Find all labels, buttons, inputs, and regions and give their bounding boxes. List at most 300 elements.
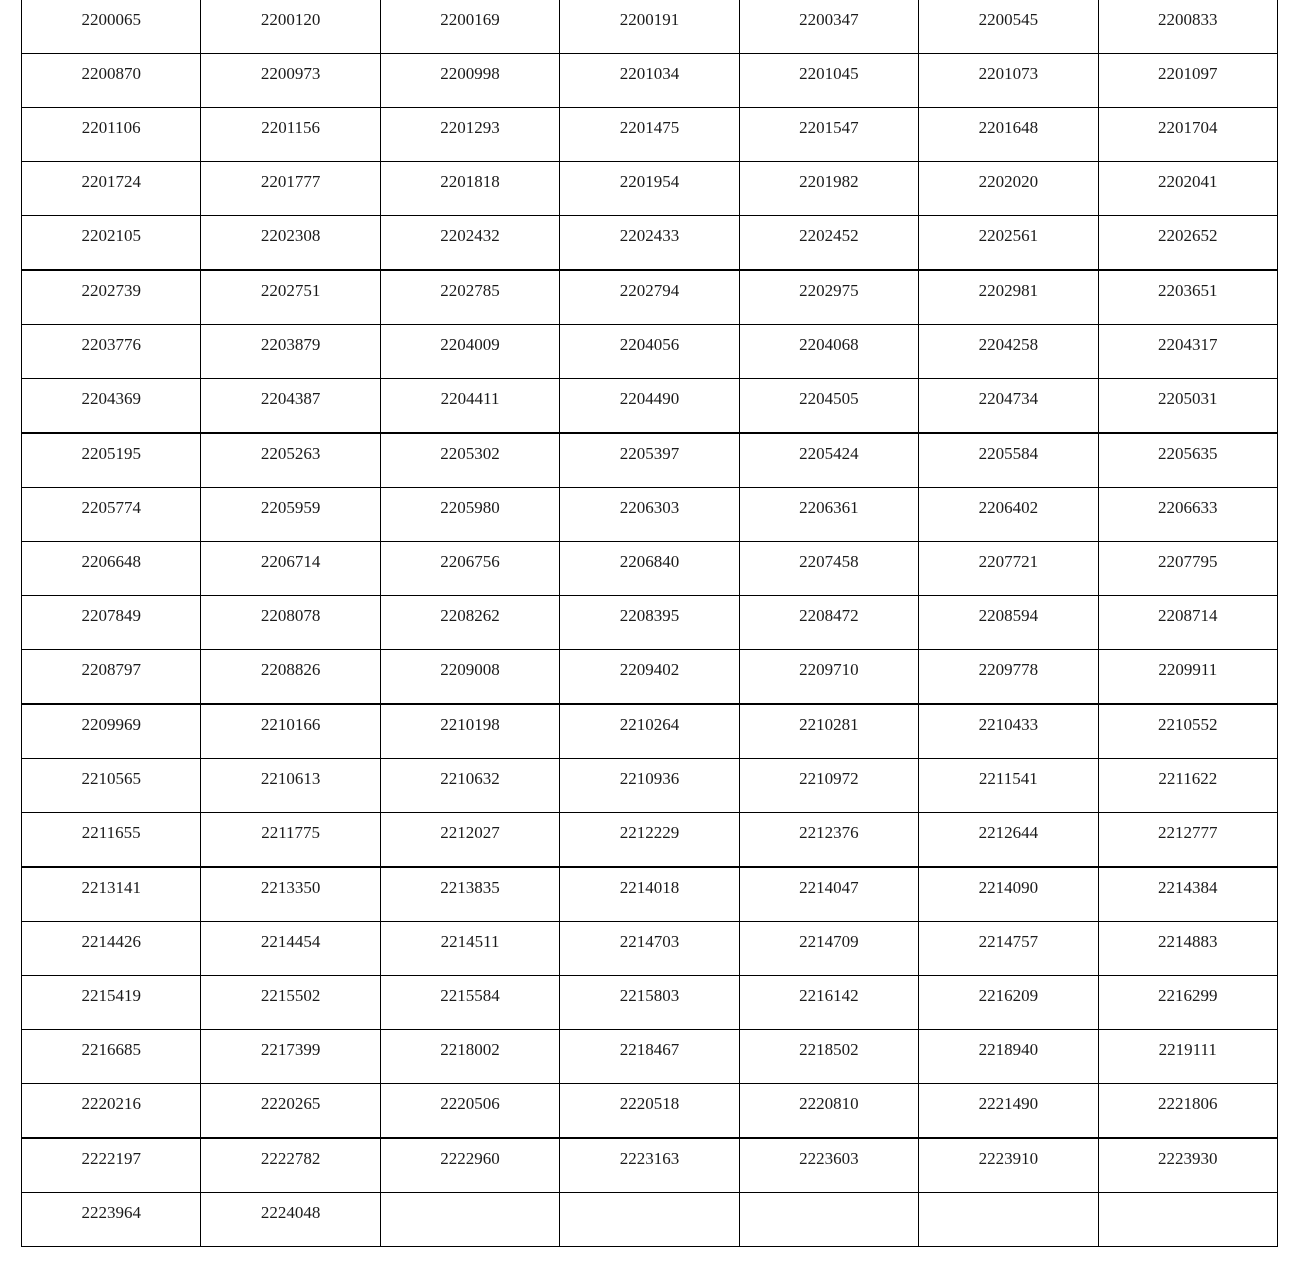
table-cell [22, 270, 201, 325]
cell-number: 2220265 [260, 1094, 321, 1113]
cell-number: 2203879 [260, 335, 321, 354]
table-row [22, 650, 1278, 705]
cell-number: 2210936 [619, 769, 680, 788]
cell-number: 2201106 [81, 118, 141, 137]
table-cell [1098, 976, 1277, 1030]
table-row [22, 488, 1278, 542]
table-row [22, 0, 1278, 54]
cell-number: 2208472 [799, 606, 859, 625]
cell-number: 2212027 [440, 823, 500, 842]
table-cell [739, 704, 918, 759]
table-cell [1098, 0, 1277, 54]
cell-number: 2220506 [440, 1094, 500, 1113]
cell-number: 2215419 [81, 986, 141, 1005]
table-cell [560, 596, 739, 650]
table-cell [919, 1084, 1098, 1139]
table-cell [201, 867, 380, 922]
table-cell [1098, 650, 1277, 705]
table-cell [739, 867, 918, 922]
cell-number: 2214703 [619, 932, 680, 951]
table-cell [560, 325, 739, 379]
table-cell [919, 976, 1098, 1030]
table-cell [560, 1030, 739, 1084]
table-cell [1098, 704, 1277, 759]
table-cell [201, 813, 380, 868]
table-cell [1098, 433, 1277, 488]
cell-number: 2204317 [1158, 335, 1218, 354]
table-cell [380, 379, 559, 434]
table-row [22, 813, 1278, 868]
cell-number: 2201097 [1158, 64, 1218, 83]
table-cell [380, 650, 559, 705]
table-cell [739, 270, 918, 325]
cell-number: 2210433 [978, 715, 1039, 734]
table-row [22, 108, 1278, 162]
table-cell [1098, 922, 1277, 976]
table-cell [380, 759, 559, 813]
cell-number: 2208714 [1158, 606, 1218, 625]
table-cell [560, 542, 739, 596]
table-cell [380, 1084, 559, 1139]
table-cell [380, 1030, 559, 1084]
table-cell [739, 325, 918, 379]
table-row [22, 542, 1278, 596]
table-cell [919, 488, 1098, 542]
table-cell [1098, 54, 1277, 108]
table-row [22, 759, 1278, 813]
table-cell [560, 704, 739, 759]
table-row [22, 704, 1278, 759]
table-cell [739, 108, 918, 162]
table-cell [560, 433, 739, 488]
table-cell [739, 813, 918, 868]
table-cell [201, 54, 380, 108]
cell-number: 2200545 [978, 10, 1039, 29]
table-cell [201, 162, 380, 216]
table-cell [201, 922, 380, 976]
cell-number: 2213835 [440, 878, 500, 897]
table-cell [919, 270, 1098, 325]
cell-number: 2202785 [440, 281, 500, 300]
table-cell [380, 54, 559, 108]
cell-number: 2210198 [440, 715, 500, 734]
table-cell [919, 1193, 1098, 1247]
cell-number: 2204505 [799, 389, 859, 408]
cell-number: 2222782 [260, 1149, 321, 1168]
cell-number: 2223163 [619, 1149, 680, 1168]
table-cell [22, 596, 201, 650]
table-cell [739, 433, 918, 488]
cell-number: 2201648 [978, 118, 1039, 137]
cell-number: 2201704 [1158, 118, 1218, 137]
table-cell [1098, 1030, 1277, 1084]
cell-number: 2209911 [1158, 660, 1218, 679]
cell-number: 2216209 [978, 986, 1039, 1005]
table-cell [560, 650, 739, 705]
cell-number: 2214454 [260, 932, 321, 951]
cell-number: 2200870 [81, 64, 141, 83]
cell-number: 2215803 [619, 986, 680, 1005]
table-cell [380, 976, 559, 1030]
table-cell [919, 922, 1098, 976]
table-cell [560, 0, 739, 54]
table-cell [22, 922, 201, 976]
cell-number: 2201045 [799, 64, 859, 83]
cell-number: 2204411 [440, 389, 500, 408]
table-cell [1098, 867, 1277, 922]
cell-number: 2202975 [799, 281, 859, 300]
table-cell [739, 596, 918, 650]
cell-number: 2202105 [81, 226, 141, 245]
cell-number: 2222960 [440, 1149, 500, 1168]
cell-number: 2220518 [619, 1094, 680, 1113]
table-cell [380, 162, 559, 216]
table-row [22, 1138, 1278, 1193]
cell-number: 2200833 [1158, 10, 1218, 29]
table-row [22, 379, 1278, 434]
cell-number: 2204490 [619, 389, 680, 408]
table-cell [739, 922, 918, 976]
table-cell [1098, 759, 1277, 813]
table-cell [201, 0, 380, 54]
cell-number: 2210565 [81, 769, 141, 788]
table-cell [22, 325, 201, 379]
table-cell [201, 488, 380, 542]
cell-number: 2204009 [440, 335, 500, 354]
table-cell [919, 433, 1098, 488]
table-cell [1098, 596, 1277, 650]
table-cell [560, 1138, 739, 1193]
cell-number: 2202561 [978, 226, 1039, 245]
table-cell [22, 759, 201, 813]
table-cell [919, 379, 1098, 434]
table-cell [919, 650, 1098, 705]
table-cell [380, 813, 559, 868]
cell-number: 2205302 [440, 444, 500, 463]
cell-number: 2201293 [440, 118, 500, 137]
table-cell [22, 1193, 201, 1247]
cell-number: 2218467 [619, 1040, 680, 1059]
table-cell [919, 54, 1098, 108]
cell-number: 2201954 [619, 172, 680, 191]
cell-number: 2214709 [799, 932, 859, 951]
table-cell [739, 759, 918, 813]
cell-number: 2203651 [1158, 281, 1218, 300]
cell-number: 2214090 [978, 878, 1039, 897]
table-cell [201, 216, 380, 271]
cell-number: 2219111 [1158, 1040, 1217, 1059]
cell-number: 2204387 [260, 389, 321, 408]
table-cell [201, 1138, 380, 1193]
table-cell [1098, 813, 1277, 868]
table-cell [739, 542, 918, 596]
table-cell [380, 108, 559, 162]
table-cell [22, 488, 201, 542]
table-cell [1098, 542, 1277, 596]
table-cell [919, 542, 1098, 596]
table-cell [739, 1138, 918, 1193]
cell-number: 2207795 [1158, 552, 1218, 571]
table-cell [739, 976, 918, 1030]
cell-number: 2205635 [1158, 444, 1218, 463]
cell-number: 2205031 [1158, 389, 1218, 408]
table-cell [201, 433, 380, 488]
cell-number: 2200347 [799, 10, 859, 29]
cell-number: 2211622 [1158, 769, 1218, 788]
table-row [22, 596, 1278, 650]
table-cell [739, 216, 918, 271]
table-cell [739, 162, 918, 216]
cell-number: 2208797 [81, 660, 141, 679]
cell-number: 2205424 [799, 444, 859, 463]
cell-number: 2200191 [619, 10, 680, 29]
table-cell [380, 216, 559, 271]
cell-number: 2201818 [440, 172, 500, 191]
cell-number: 2205397 [619, 444, 680, 463]
cell-number: 2202794 [619, 281, 680, 300]
cell-number: 2201475 [619, 118, 680, 137]
cell-number: 2206840 [619, 552, 680, 571]
table-cell [380, 922, 559, 976]
cell-number: 2204068 [799, 335, 859, 354]
table-cell [22, 433, 201, 488]
table-cell [22, 542, 201, 596]
table-cell [1098, 108, 1277, 162]
cell-number: 2209008 [440, 660, 500, 679]
table-cell [560, 488, 739, 542]
cell-number: 2201034 [619, 64, 680, 83]
table-cell [22, 704, 201, 759]
table-cell [22, 216, 201, 271]
table-cell [201, 759, 380, 813]
table-cell [1098, 162, 1277, 216]
cell-number: 2208826 [260, 660, 321, 679]
cell-number: 2202432 [440, 226, 500, 245]
table-cell [560, 1084, 739, 1139]
table-cell [380, 270, 559, 325]
table-cell [22, 813, 201, 868]
cell-number: 2207721 [978, 552, 1039, 571]
table-cell [1098, 325, 1277, 379]
cell-number: 2206714 [260, 552, 321, 571]
cell-number: 2204056 [619, 335, 680, 354]
table-row [22, 325, 1278, 379]
table-cell [560, 976, 739, 1030]
cell-number: 2208078 [260, 606, 321, 625]
table-cell [380, 1138, 559, 1193]
table-cell [201, 1084, 380, 1139]
table-cell [22, 650, 201, 705]
cell-number: 2201547 [799, 118, 859, 137]
cell-number: 2212644 [978, 823, 1039, 842]
cell-number: 2213350 [260, 878, 321, 897]
table-cell [919, 867, 1098, 922]
table-cell [22, 1030, 201, 1084]
cell-number: 2224048 [260, 1203, 321, 1222]
cell-number: 2200065 [81, 10, 141, 29]
cell-number: 2216685 [81, 1040, 141, 1059]
cell-number: 2223964 [81, 1203, 141, 1222]
table-cell [739, 1030, 918, 1084]
cell-number: 2218002 [440, 1040, 500, 1059]
table-body [22, 0, 1278, 1247]
table-cell [560, 922, 739, 976]
cell-number: 2214426 [81, 932, 141, 951]
cell-number: 2201982 [799, 172, 859, 191]
table-cell [380, 325, 559, 379]
cell-number: 2206633 [1158, 498, 1218, 517]
cell-number: 2210613 [260, 769, 321, 788]
cell-number: 2204258 [978, 335, 1039, 354]
cell-number: 2203776 [81, 335, 141, 354]
cell-number: 2206756 [440, 552, 500, 571]
cell-number: 2207849 [81, 606, 141, 625]
cell-number: 2202308 [260, 226, 321, 245]
table-cell [560, 216, 739, 271]
table-cell [919, 0, 1098, 54]
cell-number: 2200998 [440, 64, 500, 83]
cell-number: 2221806 [1158, 1094, 1218, 1113]
cell-number: 2223603 [799, 1149, 859, 1168]
table-cell [201, 325, 380, 379]
table-row [22, 1030, 1278, 1084]
table-cell [560, 759, 739, 813]
cell-number: 2210972 [799, 769, 859, 788]
cell-number: 2223930 [1158, 1149, 1218, 1168]
table-cell [919, 759, 1098, 813]
table-cell [1098, 488, 1277, 542]
cell-number: 2206648 [81, 552, 141, 571]
cell-number: 2201073 [978, 64, 1039, 83]
cell-number: 2202020 [978, 172, 1039, 191]
cell-number: 2208262 [440, 606, 500, 625]
cell-number: 2216299 [1158, 986, 1218, 1005]
table-cell [739, 379, 918, 434]
cell-number: 2211655 [81, 823, 141, 842]
cell-number: 2210632 [440, 769, 500, 788]
table-cell [380, 0, 559, 54]
cell-number: 2206303 [619, 498, 680, 517]
cell-number: 2210264 [619, 715, 680, 734]
number-list-page [21, 0, 1278, 1247]
cell-number: 2202041 [1158, 172, 1218, 191]
cell-number: 2200120 [260, 10, 321, 29]
table-cell [201, 650, 380, 705]
table-cell [560, 270, 739, 325]
cell-number: 2210552 [1158, 715, 1218, 734]
cell-number: 2201777 [260, 172, 321, 191]
cell-number: 2214047 [799, 878, 859, 897]
table-cell [380, 704, 559, 759]
table-cell [1098, 216, 1277, 271]
cell-number: 2205980 [440, 498, 500, 517]
table-cell [201, 270, 380, 325]
cell-number: 2202739 [81, 281, 141, 300]
cell-number: 2214757 [978, 932, 1039, 951]
table-cell [201, 596, 380, 650]
table-cell [919, 1030, 1098, 1084]
cell-number: 2208594 [978, 606, 1039, 625]
table-cell [201, 379, 380, 434]
number-table [21, 0, 1278, 1247]
table-cell [560, 867, 739, 922]
cell-number: 2204369 [81, 389, 141, 408]
cell-number: 2212229 [619, 823, 680, 842]
table-cell [739, 0, 918, 54]
cell-number: 2200973 [260, 64, 321, 83]
cell-number: 2214511 [440, 932, 500, 951]
cell-number: 2201156 [261, 118, 321, 137]
cell-number: 2210281 [799, 715, 859, 734]
cell-number: 2200169 [440, 10, 500, 29]
cell-number: 2218940 [978, 1040, 1039, 1059]
table-cell [22, 0, 201, 54]
table-row [22, 1084, 1278, 1139]
table-cell [201, 976, 380, 1030]
cell-number: 2211775 [261, 823, 321, 842]
table-row [22, 162, 1278, 216]
table-cell [201, 1193, 380, 1247]
cell-number: 2212376 [799, 823, 859, 842]
table-cell [380, 596, 559, 650]
cell-number: 2221490 [978, 1094, 1039, 1113]
table-cell [739, 488, 918, 542]
table-row [22, 867, 1278, 922]
table-cell [22, 108, 201, 162]
table-cell [1098, 1138, 1277, 1193]
cell-number: 2223910 [978, 1149, 1039, 1168]
table-row [22, 976, 1278, 1030]
cell-number: 2205263 [260, 444, 321, 463]
table-cell [919, 325, 1098, 379]
table-cell [919, 108, 1098, 162]
table-cell [560, 813, 739, 868]
cell-number: 2214018 [619, 878, 680, 897]
cell-number: 2205584 [978, 444, 1039, 463]
table-cell [380, 542, 559, 596]
table-cell [201, 1030, 380, 1084]
cell-number: 2208395 [619, 606, 680, 625]
table-cell [380, 488, 559, 542]
table-row [22, 270, 1278, 325]
cell-number: 2205195 [81, 444, 141, 463]
table-cell [919, 216, 1098, 271]
table-cell [739, 1084, 918, 1139]
table-cell [1098, 379, 1277, 434]
table-cell [919, 1138, 1098, 1193]
cell-number: 2207458 [799, 552, 859, 571]
cell-number: 2201724 [81, 172, 141, 191]
table-cell [1098, 270, 1277, 325]
table-cell [201, 542, 380, 596]
cell-number: 2209778 [978, 660, 1039, 679]
cell-number: 2205959 [260, 498, 321, 517]
table-cell [739, 1193, 918, 1247]
table-cell [201, 704, 380, 759]
cell-number: 2215584 [440, 986, 500, 1005]
table-cell [739, 650, 918, 705]
table-cell [560, 379, 739, 434]
table-cell [22, 1138, 201, 1193]
cell-number: 2220810 [799, 1094, 859, 1113]
cell-number: 2202751 [260, 281, 321, 300]
table-cell [201, 108, 380, 162]
cell-number: 2206361 [799, 498, 859, 517]
table-cell [22, 976, 201, 1030]
cell-number: 2217399 [260, 1040, 321, 1059]
table-cell [22, 1084, 201, 1139]
cell-number: 2218502 [799, 1040, 859, 1059]
